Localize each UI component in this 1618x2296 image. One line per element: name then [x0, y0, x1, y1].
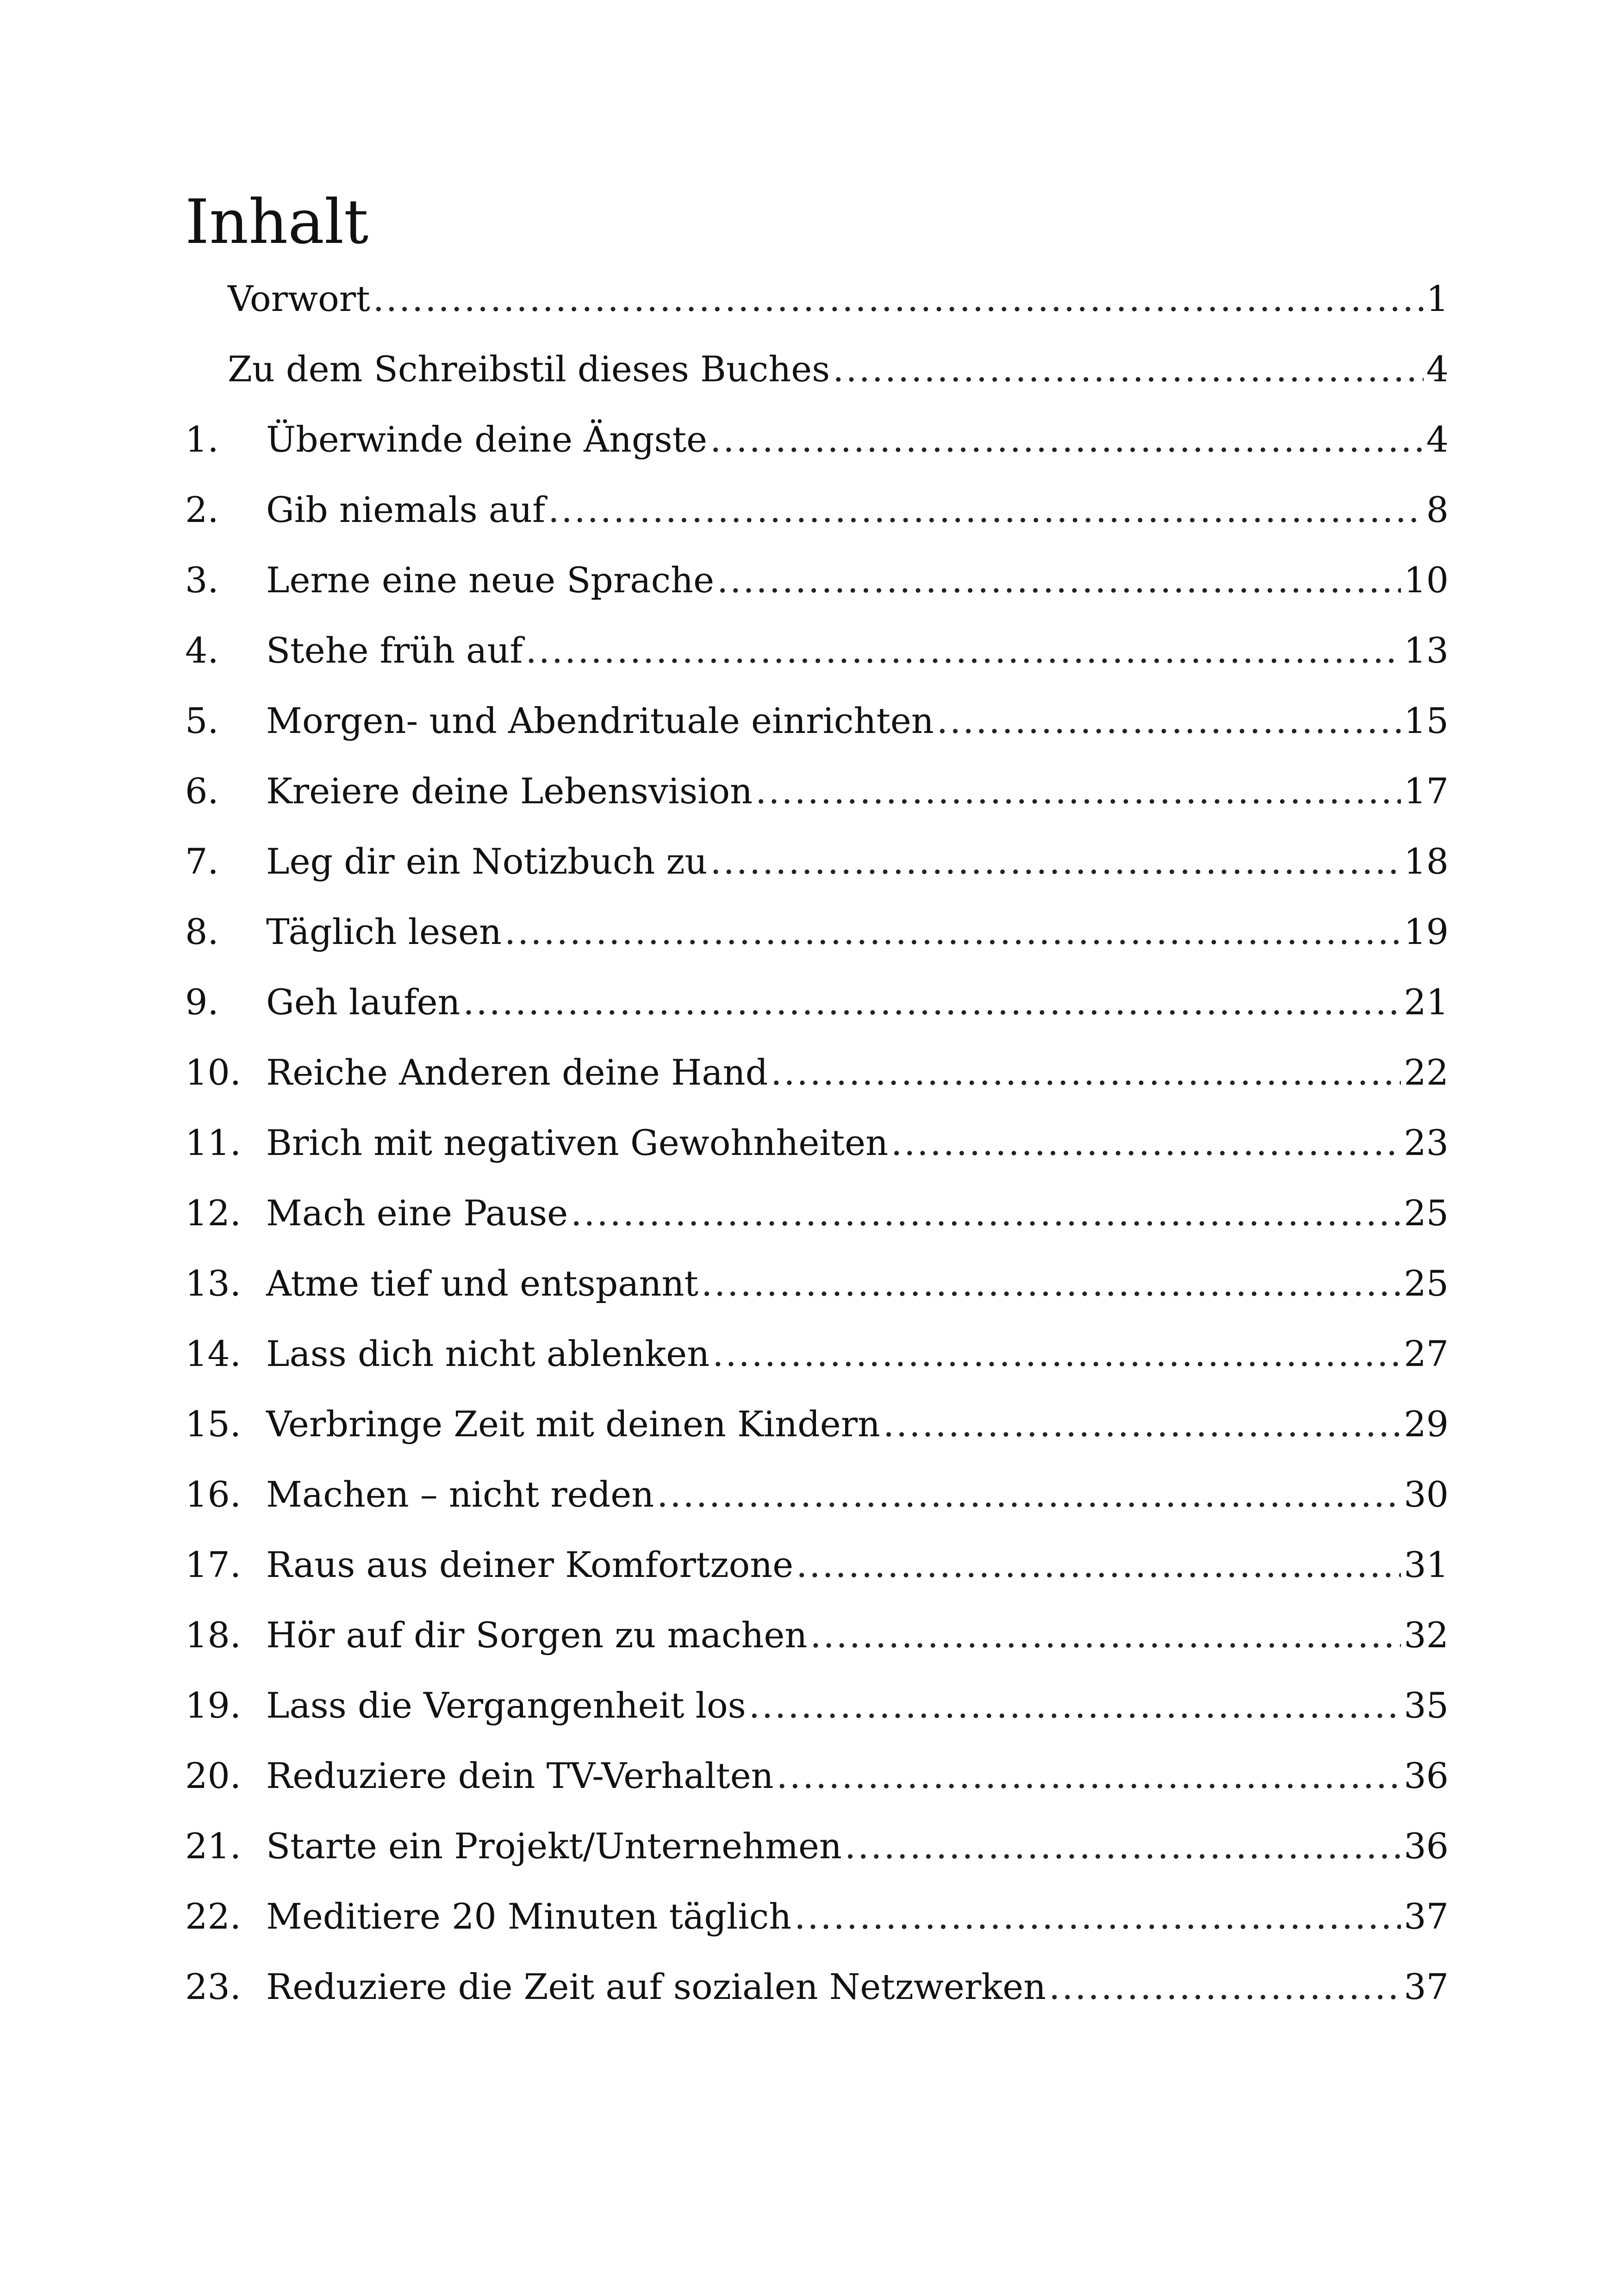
toc-entry[interactable] [185, 1248, 1449, 1319]
toc-entry-number: 16. [185, 1474, 241, 1515]
toc-dot-leader [548, 489, 1423, 531]
toc-dot-leader [845, 1825, 1401, 1867]
toc-entry-number: 4. [185, 630, 219, 671]
toc-entry-number: 2. [185, 489, 219, 530]
toc-entry-page-number: 18 [1404, 841, 1449, 882]
toc-entry-number: 21. [185, 1825, 241, 1867]
toc-entry[interactable] [185, 1389, 1449, 1459]
toc-dot-leader [701, 1263, 1401, 1304]
toc-entry-number: 11. [185, 1122, 241, 1163]
toc-entry[interactable] [185, 686, 1449, 756]
toc-dot-leader [891, 1122, 1401, 1164]
toc-entry[interactable] [185, 1037, 1449, 1108]
toc-entry-title: Stehe früh auf [266, 630, 523, 671]
toc-entry[interactable] [185, 1319, 1449, 1389]
toc-dot-leader [710, 841, 1401, 882]
toc-entry-title: Täglich lesen [266, 911, 502, 952]
toc-dot-leader [883, 1403, 1401, 1445]
toc-entry-page-number: 4 [1426, 419, 1449, 460]
toc-entry-title: Machen – nicht reden [266, 1474, 654, 1515]
toc-entry-page-number: 27 [1404, 1333, 1449, 1374]
toc-dot-leader [710, 419, 1424, 460]
toc-entry-title: Morgen- und Abendrituale einrichten [266, 700, 934, 741]
toc-dot-leader [571, 1192, 1401, 1234]
toc-entry-title: Atme tief und entspannt [266, 1263, 698, 1304]
toc-entry-number: 6. [185, 770, 219, 812]
toc-entry-number: 22. [185, 1896, 241, 1937]
toc-entry-number: 3. [185, 559, 219, 601]
toc-entry[interactable] [185, 264, 1449, 334]
toc-entry[interactable] [185, 1670, 1449, 1741]
toc-dot-leader [777, 1755, 1401, 1797]
toc-entry-page-number: 25 [1404, 1263, 1449, 1304]
toc-entry-page-number: 36 [1404, 1825, 1449, 1867]
toc-dot-leader [463, 981, 1401, 1023]
toc-entry-number: 18. [185, 1614, 241, 1656]
toc-entry-number: 12. [185, 1192, 241, 1234]
toc-entry[interactable] [185, 756, 1449, 826]
toc-dot-leader [771, 1052, 1401, 1093]
toc-entry[interactable] [185, 615, 1449, 686]
toc-entry[interactable] [185, 897, 1449, 967]
toc-entry-page-number: 13 [1404, 630, 1449, 671]
toc-entry-number: 8. [185, 911, 219, 952]
toc-entry-number: 17. [185, 1544, 241, 1585]
toc-dot-leader [712, 1333, 1401, 1375]
toc-entry-number: 13. [185, 1263, 241, 1304]
toc-entry-title: Gib niemals auf [266, 489, 546, 530]
toc-entry-title: Starte ein Projekt/Unternehmen [266, 1825, 842, 1867]
toc-entry[interactable] [185, 826, 1449, 897]
toc-entry-number: 20. [185, 1755, 241, 1796]
toc-entry[interactable] [185, 1108, 1449, 1178]
toc-entry-page-number: 25 [1404, 1192, 1449, 1234]
toc-entry-page-number: 15 [1404, 700, 1449, 741]
toc-entry-title: Leg dir ein Notizbuch zu [266, 841, 708, 882]
toc-entry[interactable] [185, 1881, 1449, 1952]
toc-dot-leader [717, 559, 1401, 601]
toc-entry-number: 14. [185, 1333, 241, 1374]
toc-entry-title: Reiche Anderen deine Hand [266, 1052, 768, 1093]
toc-entry-number: 1. [185, 419, 219, 460]
toc-dot-leader [755, 770, 1401, 812]
toc-entry-title: Raus aus deiner Komfortzone [266, 1544, 794, 1585]
toc-entry-title: Reduziere dein TV-Verhalten [266, 1755, 774, 1796]
toc-entry[interactable] [185, 404, 1449, 475]
toc-entry[interactable] [185, 1178, 1449, 1248]
toc-entry-title: Lass die Vergangenheit los [266, 1685, 746, 1726]
toc-dot-leader [657, 1474, 1401, 1515]
toc-entry-title: Brich mit negativen Gewohnheiten [266, 1122, 889, 1163]
toc-entry-number: 5. [185, 700, 219, 741]
toc-entry-title: Mach eine Pause [266, 1192, 568, 1234]
toc-dot-leader [749, 1685, 1401, 1726]
toc-list [185, 264, 1449, 2022]
toc-entry[interactable] [185, 1741, 1449, 1811]
toc-dot-leader [833, 348, 1423, 390]
toc-entry-page-number: 21 [1404, 981, 1449, 1023]
toc-entry-number: 15. [185, 1403, 241, 1445]
toc-entry-title: Vorwort [228, 278, 370, 319]
toc-dot-leader [504, 911, 1401, 953]
toc-dot-leader [1049, 1966, 1401, 2008]
toc-entry-page-number: 10 [1404, 559, 1449, 601]
toc-entry[interactable] [185, 1459, 1449, 1530]
toc-entry-page-number: 37 [1404, 1966, 1449, 2007]
toc-entry-page-number: 1 [1426, 278, 1449, 319]
toc-entry-title: Reduziere die Zeit auf sozialen Netzwerken [266, 1966, 1046, 2007]
toc-entry-title: Zu dem Schreibstil dieses Buches [228, 348, 830, 390]
toc-entry[interactable] [185, 545, 1449, 615]
toc-entry-page-number: 32 [1404, 1614, 1449, 1656]
toc-dot-leader [937, 700, 1401, 742]
toc-entry[interactable] [185, 475, 1449, 545]
toc-dot-leader [373, 278, 1424, 320]
toc-entry-title: Meditiere 20 Minuten täglich [266, 1896, 792, 1937]
toc-entry-page-number: 36 [1404, 1755, 1449, 1796]
toc-entry-page-number: 4 [1426, 348, 1449, 390]
toc-entry-title: Lerne eine neue Sprache [266, 559, 715, 601]
toc-entry[interactable] [185, 1600, 1449, 1670]
toc-entry-page-number: 30 [1404, 1474, 1449, 1515]
toc-dot-leader [810, 1614, 1401, 1656]
toc-dot-leader [796, 1544, 1401, 1586]
toc-entry-number: 10. [185, 1052, 241, 1093]
toc-entry-page-number: 22 [1404, 1052, 1449, 1093]
toc-entry-title: Verbringe Zeit mit deinen Kindern [266, 1403, 880, 1445]
toc-entry[interactable] [185, 1952, 1449, 2022]
toc-entry-title: Kreiere deine Lebensvision [266, 770, 753, 812]
toc-entry-number: 7. [185, 841, 219, 882]
toc-entry-title: Lass dich nicht ablenken [266, 1333, 710, 1374]
toc-entry-page-number: 8 [1426, 489, 1449, 530]
toc-heading: Inhalt [185, 186, 369, 258]
toc-entry-page-number: 23 [1404, 1122, 1449, 1163]
toc-entry[interactable] [185, 1811, 1449, 1881]
toc-entry-number: 19. [185, 1685, 241, 1726]
toc-entry[interactable] [185, 334, 1449, 404]
toc-entry-number: 23. [185, 1966, 241, 2007]
toc-entry-title: Hör auf dir Sorgen zu machen [266, 1614, 808, 1656]
toc-entry-page-number: 35 [1404, 1685, 1449, 1726]
toc-entry-number: 9. [185, 981, 219, 1023]
toc-entry-title: Überwinde deine Ängste [266, 419, 708, 460]
toc-entry[interactable] [185, 967, 1449, 1037]
toc-entry-page-number: 31 [1404, 1544, 1449, 1585]
toc-dot-leader [526, 630, 1401, 671]
toc-dot-leader [794, 1896, 1401, 1937]
toc-entry-page-number: 29 [1404, 1403, 1449, 1445]
toc-entry[interactable] [185, 1530, 1449, 1600]
toc-entry-title: Geh laufen [266, 981, 461, 1023]
toc-entry-page-number: 19 [1404, 911, 1449, 952]
toc-entry-page-number: 37 [1404, 1896, 1449, 1937]
toc-entry-page-number: 17 [1404, 770, 1449, 812]
